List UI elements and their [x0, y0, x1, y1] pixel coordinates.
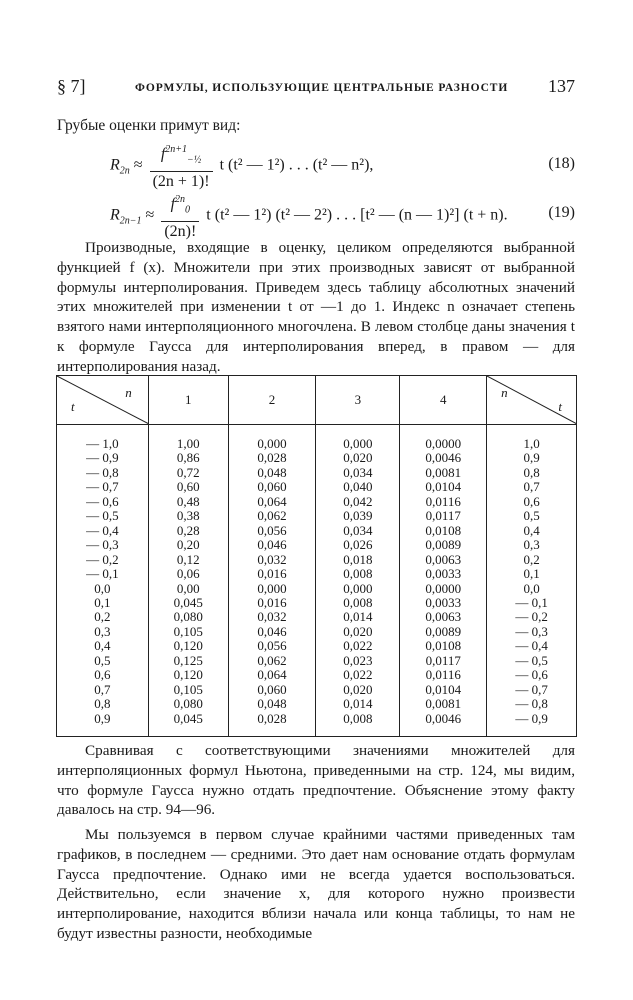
- table-cell: 0,4: [487, 524, 577, 538]
- table-cell: — 0,4: [487, 639, 577, 653]
- table-cell: — 0,6: [57, 495, 149, 509]
- table-cell: 0,040: [316, 480, 400, 494]
- table-cell: 0,016: [228, 596, 316, 610]
- table-cell: 0,120: [148, 668, 228, 682]
- corner-left-t: t: [71, 399, 75, 414]
- table-cell: 1,00: [148, 425, 228, 452]
- table-row: [57, 425, 577, 452]
- table-row: [57, 625, 577, 639]
- table-cell: 0,0063: [400, 610, 487, 624]
- table-cell: 0,008: [316, 596, 400, 610]
- table-cell: 0,3: [487, 538, 577, 552]
- table-cell: 0,125: [148, 654, 228, 668]
- table-cell: 0,048: [228, 466, 316, 480]
- table-cell: 0,0033: [400, 596, 487, 610]
- table-row: [57, 668, 577, 682]
- paragraph-3-text: Мы пользуемся в первом случае крайними частями приведенных там графиков, в последнем — средними. Это дает нам основание отдать формулам Гаусса предпочтение. Однако ими не всегда удается воспользоваться. Действительно, если значение x, для которого нужно произвести интерполирование, находится вблизи начала или конца таблицы, то нам не будут известны разности, необходимые: [57, 826, 575, 942]
- formula-19-num-sup: 2n: [175, 194, 186, 205]
- table-row: [57, 697, 577, 711]
- table-cell: 0,86: [148, 451, 228, 465]
- table-row: [57, 654, 577, 668]
- formula-18: [110, 140, 373, 192]
- table-row: [57, 596, 577, 610]
- table-cell: 0,045: [148, 596, 228, 610]
- table-cell: 0,014: [316, 610, 400, 624]
- table-cell: 0,120: [148, 639, 228, 653]
- table-cell: 0,4: [57, 639, 149, 653]
- table-cell: — 0,9: [487, 712, 577, 737]
- col-header-4: 4: [400, 376, 487, 425]
- table-cell: 0,028: [228, 712, 316, 737]
- table-cell: — 0,2: [487, 610, 577, 624]
- table-cell: 0,0: [487, 582, 577, 596]
- table-cell: 0,062: [228, 654, 316, 668]
- table-cell: 0,0104: [400, 480, 487, 494]
- equation-number-19: (19): [548, 204, 575, 221]
- multiplier-table: [56, 375, 577, 737]
- table-cell: 0,9: [57, 712, 149, 737]
- table-cell: 0,022: [316, 639, 400, 653]
- table-row: [57, 683, 577, 697]
- col-header-2: 2: [228, 376, 316, 425]
- paragraph-3: [57, 825, 575, 944]
- col-header-3: 3: [316, 376, 400, 425]
- table-row: [57, 582, 577, 596]
- table-cell: 0,0000: [400, 425, 487, 452]
- table-cell: 0,056: [228, 639, 316, 653]
- section-marker: § 7]: [57, 76, 86, 96]
- table-row: [57, 567, 577, 581]
- paragraph-1: [57, 238, 575, 377]
- table-cell: 0,042: [316, 495, 400, 509]
- table-cell: 0,72: [148, 466, 228, 480]
- table-cell: 0,0081: [400, 697, 487, 711]
- paragraph-1-text: Производные, входящие в оценку, целиком определяются выбранной функцией f (x). Множители при этих производных зависят от выбранной формулы интерполирования. Приведем здесь таблицу абсолютных значений этих множителей при изменении t от —1 до 1. Индекс n означает степень взятого нами интерполяционного многочлена. В левом столбце даны значения t к формуле Гаусса для интерполирования вперед, в правом — для интерполирования назад.: [57, 239, 575, 375]
- table-cell: 0,023: [316, 654, 400, 668]
- formula-18-lhs-sub: 2n: [119, 165, 130, 177]
- formula-19-approx: ≈: [145, 206, 155, 224]
- formula-19-num: f: [170, 195, 176, 213]
- table-cell: 0,020: [316, 683, 400, 697]
- table-cell: — 0,7: [487, 683, 577, 697]
- table-cell: — 0,9: [57, 451, 149, 465]
- formula-19-den: (2n)!: [164, 222, 197, 240]
- table-cell: 0,0116: [400, 495, 487, 509]
- paragraph-2-text: Сравнивая с соответствующими значениями множителей для интерполяционных формул Ньютона, приведенными на стр. 124, мы видим, что формуле Гаусса нужно отдать предпочтение. Объяснение этому факту давалось на стр. 94—96.: [57, 742, 575, 819]
- table-cell: 0,000: [316, 582, 400, 596]
- table-cell: 0,020: [316, 451, 400, 465]
- table-cell: — 1,0: [57, 425, 149, 452]
- paragraph-2: [57, 741, 575, 820]
- table-cell: 0,020: [316, 625, 400, 639]
- table-row: [57, 495, 577, 509]
- table-cell: 1,0: [487, 425, 577, 452]
- table-cell: 0,034: [316, 466, 400, 480]
- equation-number-18: (18): [548, 155, 575, 172]
- table-cell: 0,60: [148, 480, 228, 494]
- table-cell: 0,026: [316, 538, 400, 552]
- table-cell: 0,000: [228, 582, 316, 596]
- table-cell: 0,28: [148, 524, 228, 538]
- table-cell: 0,0081: [400, 466, 487, 480]
- corner-right-t: t: [558, 399, 562, 414]
- table-row: [57, 509, 577, 523]
- table-cell: 0,2: [57, 610, 149, 624]
- running-header: [57, 76, 575, 102]
- table-cell: 0,046: [228, 625, 316, 639]
- table-cell: 0,0046: [400, 712, 487, 737]
- formula-18-approx: ≈: [133, 156, 143, 174]
- table-cell: 0,0: [57, 582, 149, 596]
- table-row: [57, 553, 577, 567]
- corner-left-n: n: [125, 385, 132, 400]
- table-cell: — 0,3: [57, 538, 149, 552]
- table-cell: — 0,8: [487, 697, 577, 711]
- table-cell: 0,48: [148, 495, 228, 509]
- formula-18-num: f: [160, 145, 166, 163]
- table-cell: 0,046: [228, 538, 316, 552]
- table-cell: 0,6: [57, 668, 149, 682]
- table-cell: 0,105: [148, 625, 228, 639]
- table-cell: 0,062: [228, 509, 316, 523]
- table-cell: 0,2: [487, 553, 577, 567]
- formula-18-num-sup: 2n+1: [165, 144, 188, 155]
- table-row: [57, 480, 577, 494]
- formula-19-num-sub: 0: [185, 204, 191, 216]
- page-number: 137: [548, 76, 575, 96]
- table-cell: 0,0108: [400, 524, 487, 538]
- table-cell: 0,018: [316, 553, 400, 567]
- table-cell: 0,000: [228, 425, 316, 452]
- table-cell: 0,039: [316, 509, 400, 523]
- table-cell: 0,064: [228, 668, 316, 682]
- table-cell: — 0,8: [57, 466, 149, 480]
- formula-18-lhs: R: [110, 156, 120, 174]
- table-cell: 0,5: [57, 654, 149, 668]
- table-cell: — 0,4: [57, 524, 149, 538]
- table-cell: 0,032: [228, 610, 316, 624]
- table-cell: 0,8: [487, 466, 577, 480]
- table-cell: 0,9: [487, 451, 577, 465]
- formula-18-fraction: [150, 140, 213, 192]
- table-cell: 0,8: [57, 697, 149, 711]
- table-cell: 0,0046: [400, 451, 487, 465]
- table-row: [57, 712, 577, 737]
- formula-18-rhs: t (t² — 1²) . . . (t² — n²),: [219, 156, 374, 174]
- table-cell: 0,0000: [400, 582, 487, 596]
- table-cell: 0,5: [487, 509, 577, 523]
- table-cell: 0,016: [228, 567, 316, 581]
- table-row: [57, 524, 577, 538]
- table-cell: 0,022: [316, 668, 400, 682]
- table-cell: 0,20: [148, 538, 228, 552]
- table-cell: 0,0089: [400, 538, 487, 552]
- table-cell: 0,060: [228, 683, 316, 697]
- corner-header-right: [487, 376, 577, 425]
- col-header-1: 1: [148, 376, 228, 425]
- formula-19-lhs-sub: 2n−1: [119, 215, 142, 227]
- table-cell: 0,032: [228, 553, 316, 567]
- formula-18-num-sub: −½: [187, 154, 202, 166]
- formula-19-lhs: R: [110, 206, 120, 224]
- table-cell: 0,0117: [400, 654, 487, 668]
- table-body: [57, 425, 577, 737]
- table-row: [57, 538, 577, 552]
- formula-19: [110, 190, 508, 242]
- table-row: [57, 639, 577, 653]
- table-cell: 0,014: [316, 697, 400, 711]
- table-row: [57, 466, 577, 480]
- table-cell: — 0,7: [57, 480, 149, 494]
- table-cell: 0,0089: [400, 625, 487, 639]
- table-cell: 0,1: [487, 567, 577, 581]
- table-cell: 0,008: [316, 712, 400, 737]
- table-cell: — 0,2: [57, 553, 149, 567]
- table-cell: 0,064: [228, 495, 316, 509]
- table-cell: 0,034: [316, 524, 400, 538]
- table-cell: — 0,5: [57, 509, 149, 523]
- chapter-title: ФОРМУЛЫ, ИСПОЛЬЗУЮЩИЕ ЦЕНТРАЛЬНЫЕ РАЗНОСТИ: [135, 82, 509, 94]
- table-cell: 0,6: [487, 495, 577, 509]
- table-cell: — 0,1: [57, 567, 149, 581]
- formula-19-fraction: [161, 190, 199, 242]
- table-cell: 0,06: [148, 567, 228, 581]
- corner-header-left: [57, 376, 149, 425]
- formula-18-den: (2n + 1)!: [152, 172, 210, 190]
- table-cell: 0,3: [57, 625, 149, 639]
- table-cell: 0,080: [148, 697, 228, 711]
- table-cell: 0,00: [148, 582, 228, 596]
- intro-text: Грубые оценки примут вид:: [57, 117, 241, 134]
- table-cell: 0,060: [228, 480, 316, 494]
- table-cell: 0,12: [148, 553, 228, 567]
- table-cell: 0,0116: [400, 668, 487, 682]
- table-cell: 0,056: [228, 524, 316, 538]
- table-cell: 0,045: [148, 712, 228, 737]
- corner-right-n: n: [501, 385, 508, 400]
- table-cell: — 0,5: [487, 654, 577, 668]
- table-cell: 0,080: [148, 610, 228, 624]
- table-cell: 0,7: [487, 480, 577, 494]
- table-cell: 0,028: [228, 451, 316, 465]
- table-cell: 0,000: [316, 425, 400, 452]
- table-cell: 0,008: [316, 567, 400, 581]
- table-cell: 0,1: [57, 596, 149, 610]
- formula-19-rhs: t (t² — 1²) (t² — 2²) . . . [t² — (n — 1)²] (t + n).: [206, 206, 508, 224]
- table-cell: — 0,6: [487, 668, 577, 682]
- table-cell: 0,0108: [400, 639, 487, 653]
- table-cell: 0,105: [148, 683, 228, 697]
- table-cell: — 0,1: [487, 596, 577, 610]
- table-cell: 0,048: [228, 697, 316, 711]
- table-cell: 0,0117: [400, 509, 487, 523]
- table-cell: — 0,3: [487, 625, 577, 639]
- table-cell: 0,0063: [400, 553, 487, 567]
- table-cell: 0,0104: [400, 683, 487, 697]
- table-row: [57, 610, 577, 624]
- table-cell: 0,38: [148, 509, 228, 523]
- table-row: [57, 451, 577, 465]
- table-cell: 0,7: [57, 683, 149, 697]
- table-cell: 0,0033: [400, 567, 487, 581]
